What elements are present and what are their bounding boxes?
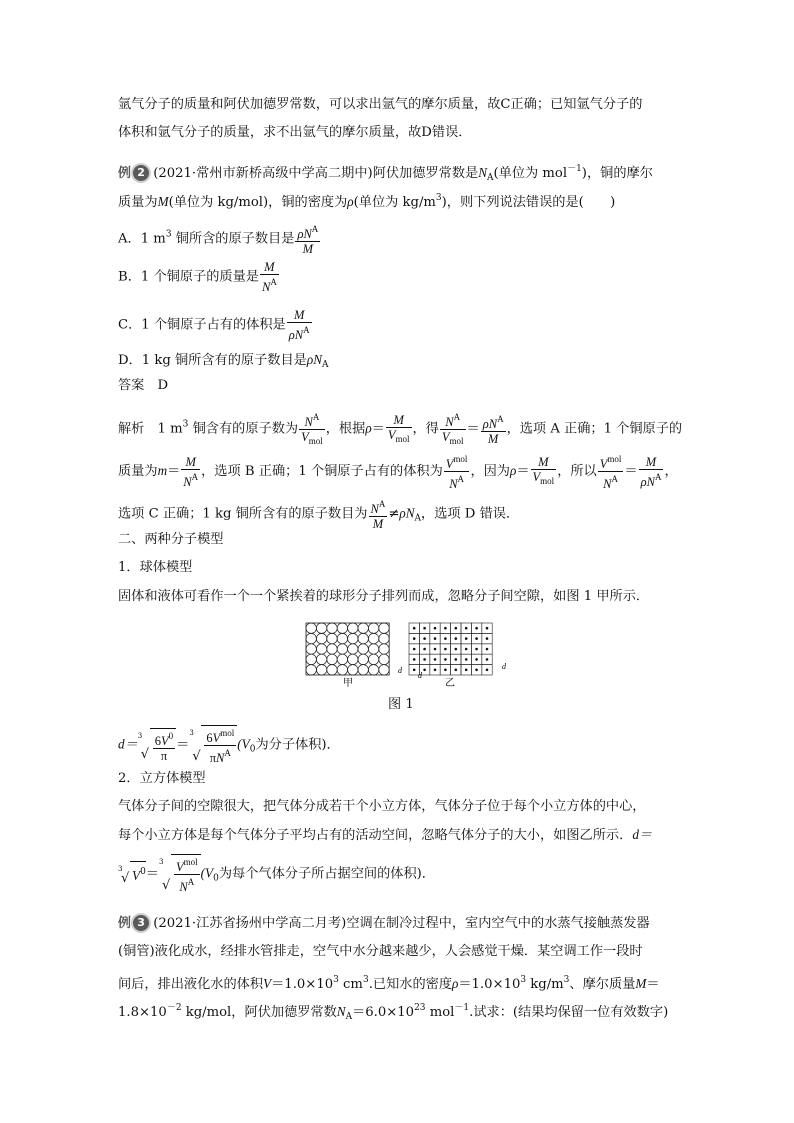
symbol: N — [370, 502, 379, 516]
molecule-sphere — [337, 623, 347, 633]
example-number-badge: 2 — [133, 165, 149, 181]
symbol: ρ — [640, 474, 647, 489]
molecule-sphere — [316, 633, 326, 643]
symbol: V — [301, 430, 309, 444]
molecule-sphere — [379, 654, 389, 664]
solution-text: ，所以 — [557, 464, 597, 479]
superscript: 0 — [168, 730, 174, 741]
example-text: (单位为 kg/mol)，铜的密度为 — [168, 195, 348, 210]
symbol: M — [302, 242, 314, 256]
symbol: N — [183, 474, 192, 489]
superscript: 3 — [165, 229, 172, 240]
superscript: 3 — [333, 975, 339, 985]
gas-molecule-dot — [486, 627, 489, 630]
fraction — [299, 410, 325, 448]
root-index: 3 — [189, 729, 194, 737]
option-a — [118, 222, 321, 256]
molecule-sphere — [358, 633, 368, 643]
fraction — [386, 413, 412, 446]
gas-molecule-dot — [486, 637, 489, 640]
fraction — [481, 412, 506, 446]
figure-1 — [302, 619, 512, 689]
gas-molecule-dot — [444, 648, 447, 651]
gas-molecule-dot — [423, 648, 426, 651]
example-text: kg/m — [526, 977, 564, 992]
gas-molecule-dot — [434, 637, 437, 640]
superscript: mol — [453, 454, 468, 464]
solution-text: ≠ — [388, 506, 400, 522]
fraction — [181, 455, 200, 489]
symbol: ρ — [297, 227, 304, 241]
symbol: V — [387, 427, 396, 442]
superscript: A — [187, 877, 195, 887]
superscript: A — [453, 412, 461, 422]
gas-molecule-dot — [465, 627, 468, 630]
subscript: A — [487, 173, 494, 183]
formula-text: ＝ — [145, 866, 159, 882]
symbol: N — [294, 328, 304, 342]
symbol: ρ — [482, 417, 489, 431]
subscript: mol — [449, 436, 464, 446]
symbol: N — [646, 474, 655, 489]
gas-molecule-dot — [434, 658, 437, 661]
example-text: ＝1.0×10 — [458, 977, 521, 992]
solution-text: 质量为 — [118, 464, 158, 479]
cube-root: 3 √ $V^0$ — [118, 861, 146, 887]
superscript: A — [303, 325, 310, 335]
solution-line-2: 质量为m＝ $\frac{M}{N^A}$ ，选项 B 正确；1 个铜原子占有的体积为 $\frac{V^{mol}}{N^A}$ ，因为ρ＝ $\frac{M}{V_{mol}}$ ，所以 $\frac{V^{mol}}{N^A}$ ＝ $\frac{M}{\rho N^A}$ ， — [118, 454, 678, 491]
gas-molecule-dot — [423, 669, 426, 672]
number: 6 — [206, 731, 213, 745]
molecule-sphere — [316, 644, 326, 654]
symbol: N — [304, 415, 313, 429]
symbol: N — [603, 477, 612, 491]
gas-molecule-dot — [444, 658, 447, 661]
fraction — [204, 726, 236, 765]
gas-molecule-dot — [465, 669, 468, 672]
formula-text: d＝ — [632, 827, 653, 842]
subscript: A — [414, 513, 422, 524]
fraction — [174, 855, 200, 894]
symbol: M — [635, 976, 647, 991]
example-text: )，则下列说法错误的是( ) — [441, 195, 616, 210]
formula-text: ＝ — [176, 737, 190, 753]
superscript: 3 — [520, 975, 527, 985]
symbol: N — [261, 280, 271, 294]
formula-text: (V — [200, 865, 214, 881]
formula-text: 为分子体积)． — [255, 737, 340, 753]
superscript: －2 — [166, 1003, 182, 1013]
example-text: (2021·江苏省扬州中学高二月考)空调在制冷过程中，室内空气中的水蒸气接触蒸发器 — [153, 916, 650, 931]
example-2-line2 — [118, 188, 615, 213]
symbol: π — [160, 748, 168, 763]
option-b — [118, 260, 280, 294]
solution-text: ，得 — [412, 421, 439, 437]
subscript: mol — [395, 433, 410, 444]
symbol: M — [260, 260, 279, 275]
molecule-sphere — [379, 644, 389, 654]
molecule-sphere — [306, 623, 316, 633]
symbol: ρ — [510, 463, 517, 478]
superscript: 0 — [140, 867, 146, 877]
molecule-sphere — [327, 665, 337, 675]
option-text: D．1 kg 铜所含有的原子数目是 — [118, 353, 307, 368]
symbol: ρ — [306, 352, 314, 367]
superscript: A — [270, 277, 277, 287]
gas-molecule-dot — [413, 658, 416, 661]
example-3-line3: 间后，排出液化水的体积$V=1.0\times 10^3$ $cm^3$.已知水的密度$\rho=1.0\times 10^3$ $kg/m^3$、摩尔质量M＝ — [118, 975, 660, 992]
symbol: M — [639, 455, 664, 470]
gas-molecule-dot — [465, 637, 468, 640]
symbol: N — [313, 352, 322, 367]
fraction — [598, 452, 624, 491]
option-d — [118, 350, 328, 375]
subscript: 0 — [249, 744, 256, 755]
solution-text: 铜含有的原子数为 — [188, 421, 299, 437]
gas-molecule-dot — [455, 637, 458, 640]
symbol: N — [488, 417, 498, 431]
superscript: 3 — [435, 193, 442, 203]
superscript: A — [654, 471, 662, 482]
superscript: A — [191, 471, 199, 482]
gas-molecule-dot — [455, 648, 458, 651]
fraction — [287, 308, 312, 342]
molecule-sphere — [327, 644, 337, 654]
molecule-sphere — [316, 665, 326, 675]
example-text: 1.8×10 — [118, 1005, 167, 1020]
cube-root: 3 √ $\frac{6V^0}{\pi}$ — [138, 728, 176, 763]
symbol: V — [161, 733, 169, 748]
molecule-sphere — [306, 644, 316, 654]
symbol: V — [445, 457, 454, 471]
cube-root: 3 √ $\frac{6V^{mol}}{\pi N^A}$ — [189, 725, 237, 765]
gas-molecule-dot — [475, 627, 478, 630]
subscript: 0 — [213, 873, 219, 884]
option-c — [118, 308, 313, 342]
symbol: M — [386, 413, 412, 428]
fraction — [440, 410, 466, 448]
gas-molecule-dot — [434, 669, 437, 672]
example-text: (单位为 kg/m — [353, 195, 436, 210]
symbol: M — [487, 432, 499, 446]
figure-caption: 图 1 — [388, 697, 414, 712]
solution-line-1: 解析 1 $m^3$ 铜含有的原子数为 $\frac{N^A}{V_{mol}}$ ，根据ρ＝ $\frac{M}{V_{mol}}$ ，得 $\frac{N^A}{V_{mol}}$ ＝ $\frac{\rho N^A}{M}$ ，选项 A 正确；1 个铜原子的 — [118, 412, 683, 446]
gas-molecule-dot — [413, 637, 416, 640]
gas-molecule-dot — [475, 648, 478, 651]
formula-text: d＝ — [118, 736, 138, 752]
symbol: N — [179, 880, 188, 894]
superscript: A — [457, 474, 465, 484]
gas-molecule-dot — [413, 669, 416, 672]
example-text: ＝ — [646, 977, 660, 992]
molecule-sphere — [337, 633, 347, 643]
molecule-sphere — [368, 665, 378, 675]
subsection-title: 2．立方体模型 — [118, 771, 206, 786]
paragraph-line — [118, 825, 652, 846]
fraction — [369, 497, 388, 531]
example-text: mol — [425, 1005, 455, 1020]
gas-molecule-dot — [434, 627, 437, 630]
gas-molecule-dot — [455, 658, 458, 661]
solution-text: ，根据 — [325, 421, 366, 437]
fraction — [444, 452, 470, 491]
superscript: 3 — [563, 975, 570, 985]
molecule-sphere — [379, 665, 389, 675]
answer-line: 答案 D — [118, 378, 169, 393]
example-text: (2021·常州市新桥高级中学高二期中)阿伏加德罗常数是 — [153, 166, 479, 181]
example-text: 间后，排出液化水的体积 — [118, 977, 264, 992]
option-text: 铜所含的原子数目是 — [171, 231, 295, 247]
symbol: ρ — [452, 976, 459, 991]
solution-line-3 — [118, 497, 519, 531]
symbol-M: M — [157, 194, 169, 209]
solution-label: 解析 — [118, 421, 145, 437]
subscript: mol — [540, 476, 555, 486]
gas-molecule-dot — [455, 627, 458, 630]
example-3-line4 — [118, 998, 668, 1027]
superscript: 3 — [182, 419, 189, 430]
fraction — [260, 260, 279, 294]
symbol: N — [449, 477, 458, 491]
example-label: 例 — [118, 916, 132, 931]
molecule-sphere — [337, 644, 347, 654]
superscript: 3 — [362, 975, 369, 985]
superscript: 23 — [414, 1003, 426, 1013]
molecule-sphere — [348, 623, 358, 633]
superscript: A — [378, 499, 386, 509]
molecule-sphere — [348, 654, 358, 664]
option-text: C．1 个铜原子占有的体积是 — [118, 317, 286, 333]
symbol: M — [531, 455, 557, 470]
superscript: mol — [607, 454, 622, 464]
molecule-sphere — [348, 644, 358, 654]
molecule-sphere — [327, 654, 337, 664]
example-text: .已知水的密度 — [368, 977, 453, 992]
example-3-header — [118, 914, 650, 934]
symbol: V — [532, 470, 541, 484]
fraction — [531, 455, 557, 488]
root-index: 3 — [158, 858, 164, 866]
gas-molecule-dot — [486, 669, 489, 672]
gas-molecule-dot — [475, 669, 478, 672]
molecule-sphere — [358, 644, 368, 654]
d-label: d — [418, 671, 422, 680]
superscript: A — [224, 748, 231, 758]
superscript: －1 — [454, 1003, 470, 1013]
paragraph-line: 气体分子间的空隙很大，把气体分成若干个小立方体，气体分子位于每个小立方体的中心， — [118, 799, 646, 814]
gas-molecule-dot — [444, 627, 447, 630]
molecule-sphere — [316, 654, 326, 664]
solution-text: ，选项 B 正确；1 个铜原子占有的体积为 — [201, 464, 443, 479]
molecule-sphere — [327, 633, 337, 643]
molecule-sphere — [306, 654, 316, 664]
subscript: A — [345, 1012, 353, 1022]
example-text: 、摩尔质量 — [569, 977, 636, 992]
example-text: .试求：(结果均保留一位有效数字) — [469, 1005, 669, 1020]
molecule-sphere — [358, 665, 368, 675]
paragraph-line: 体积和氩气分子的质量，求不出氩气的摩尔质量，故D错误． — [118, 125, 472, 140]
solution-text: ，选项 A 正确；1 个铜原子的 — [506, 421, 683, 437]
sphere-grid — [306, 623, 389, 675]
molecule-sphere — [337, 665, 347, 675]
example-text: )，铜的摩尔 — [581, 166, 653, 181]
symbol-N: N — [478, 165, 487, 180]
symbol: N — [336, 1004, 346, 1019]
fraction — [639, 455, 664, 489]
solution-text: 选项 C 正确；1 kg 铜所含有的原子数目为 — [118, 506, 368, 522]
example-text: ＝6.0×10 — [352, 1005, 415, 1020]
symbol: V — [212, 731, 221, 745]
molecule-sphere — [327, 623, 337, 633]
example-text: kg/mol，阿伏加德罗常数 — [181, 1005, 337, 1020]
d-label: d — [502, 662, 506, 671]
option-text: B．1 个铜原子的质量是 — [118, 269, 259, 285]
molecule-sphere — [306, 665, 316, 675]
gas-molecule-dot — [486, 648, 489, 651]
symbol: ρ — [288, 328, 295, 342]
symbol: V — [441, 430, 450, 444]
formula-text: (V — [237, 736, 250, 752]
subsection-title: 1．球体模型 — [118, 560, 193, 575]
fraction — [295, 222, 320, 256]
superscript: A — [311, 224, 319, 234]
superscript: A — [497, 414, 504, 424]
superscript: A — [611, 474, 618, 484]
symbol: N — [216, 751, 225, 765]
example-text: ＝1.0×10 — [271, 977, 334, 992]
example-text: 质量为 — [118, 195, 158, 210]
subscript: mol — [308, 436, 323, 446]
gas-molecule-dot — [486, 658, 489, 661]
molecule-sphere — [358, 654, 368, 664]
molecule-sphere — [316, 623, 326, 633]
symbol: ρ — [399, 505, 406, 521]
superscript: mol — [183, 857, 198, 867]
example-label: 例 — [118, 166, 132, 181]
example-3-line2: (铜管)液化成水，经排水管排走，空气中水分越来越少，人会感觉干燥．某空调工作一段时 — [118, 944, 643, 959]
symbol: M — [287, 308, 312, 323]
number: 6 — [154, 733, 162, 748]
superscript: A — [312, 412, 320, 422]
fraction — [153, 729, 175, 763]
example-text: (单位为 mol — [493, 166, 568, 181]
gas-molecule-dot — [413, 648, 416, 651]
molecule-sphere — [368, 633, 378, 643]
formula-sphere — [118, 725, 340, 765]
gas-molecule-dot — [423, 658, 426, 661]
molecule-sphere — [368, 654, 378, 664]
figure-label-a: 甲 — [343, 678, 353, 689]
molecule-sphere — [379, 633, 389, 643]
gas-molecule-dot — [413, 627, 416, 630]
gas-molecule-dot — [455, 669, 458, 672]
symbol: M — [372, 517, 384, 531]
molecule-sphere — [337, 654, 347, 664]
gas-molecule-dot — [475, 658, 478, 661]
gas-molecule-dot — [423, 627, 426, 630]
symbol: M — [181, 455, 200, 470]
molecule-sphere — [368, 623, 378, 633]
solution-text: ，因为 — [470, 464, 510, 479]
gas-molecule-dot — [423, 637, 426, 640]
root-index: 3 — [118, 865, 123, 873]
solution-text: ，选项 D 错误． — [421, 506, 520, 522]
gas-molecule-dot — [444, 669, 447, 672]
symbol: N — [303, 227, 312, 241]
figure-label-b: 乙 — [445, 678, 455, 689]
d-label: d — [398, 666, 402, 675]
solution-text: 1 m — [144, 421, 183, 437]
superscript: mol — [220, 728, 235, 738]
symbol: V — [599, 457, 608, 471]
symbol-rho: ρ — [347, 194, 354, 209]
molecule-sphere — [306, 633, 316, 643]
molecule-sphere — [368, 644, 378, 654]
paragraph-line: 氩气分子的质量和阿伏加德罗常数，可以求出氩气的摩尔质量，故C正确；已知氩气分子的 — [118, 97, 643, 112]
molecule-sphere — [358, 623, 368, 633]
gas-molecule-dot — [465, 658, 468, 661]
example-text: cm — [338, 977, 363, 992]
example-number-badge: 3 — [133, 915, 149, 931]
formula-cube — [118, 854, 435, 894]
gas-molecule-dot — [444, 637, 447, 640]
symbol: V — [132, 868, 141, 883]
formula-text: 为每个气体分子所占据空间的体积)． — [218, 866, 435, 882]
subscript: A — [321, 360, 329, 370]
symbol: ρ — [365, 420, 372, 436]
gas-molecule-dot — [475, 637, 478, 640]
cube-grid — [409, 623, 492, 675]
symbol: V — [175, 860, 184, 874]
paragraph-line: 固体和液体可看作一个一个紧挨着的球形分子排列而成，忽略分子间空隙，如图 1 甲所示． — [118, 589, 650, 604]
symbol: π — [209, 751, 217, 765]
symbol: N — [405, 505, 415, 521]
gas-molecule-dot — [434, 648, 437, 651]
molecule-sphere — [348, 633, 358, 643]
molecule-sphere — [348, 665, 358, 675]
paragraph-text: 每个小立方体是每个气体分子平均占有的活动空间，忽略气体分子的大小，如图乙所示． — [118, 828, 633, 843]
example-2-header — [118, 159, 653, 188]
molecule-sphere — [379, 623, 389, 633]
symbol: N — [445, 415, 454, 429]
option-text: A．1 m — [118, 231, 166, 247]
root-index: 3 — [137, 731, 143, 740]
section-title: 二、两种分子模型 — [118, 532, 224, 547]
superscript: －1 — [567, 164, 582, 174]
cube-root: 3 √ $\frac{V^{mol}}{N^A}$ — [159, 854, 201, 894]
gas-molecule-dot — [465, 648, 468, 651]
